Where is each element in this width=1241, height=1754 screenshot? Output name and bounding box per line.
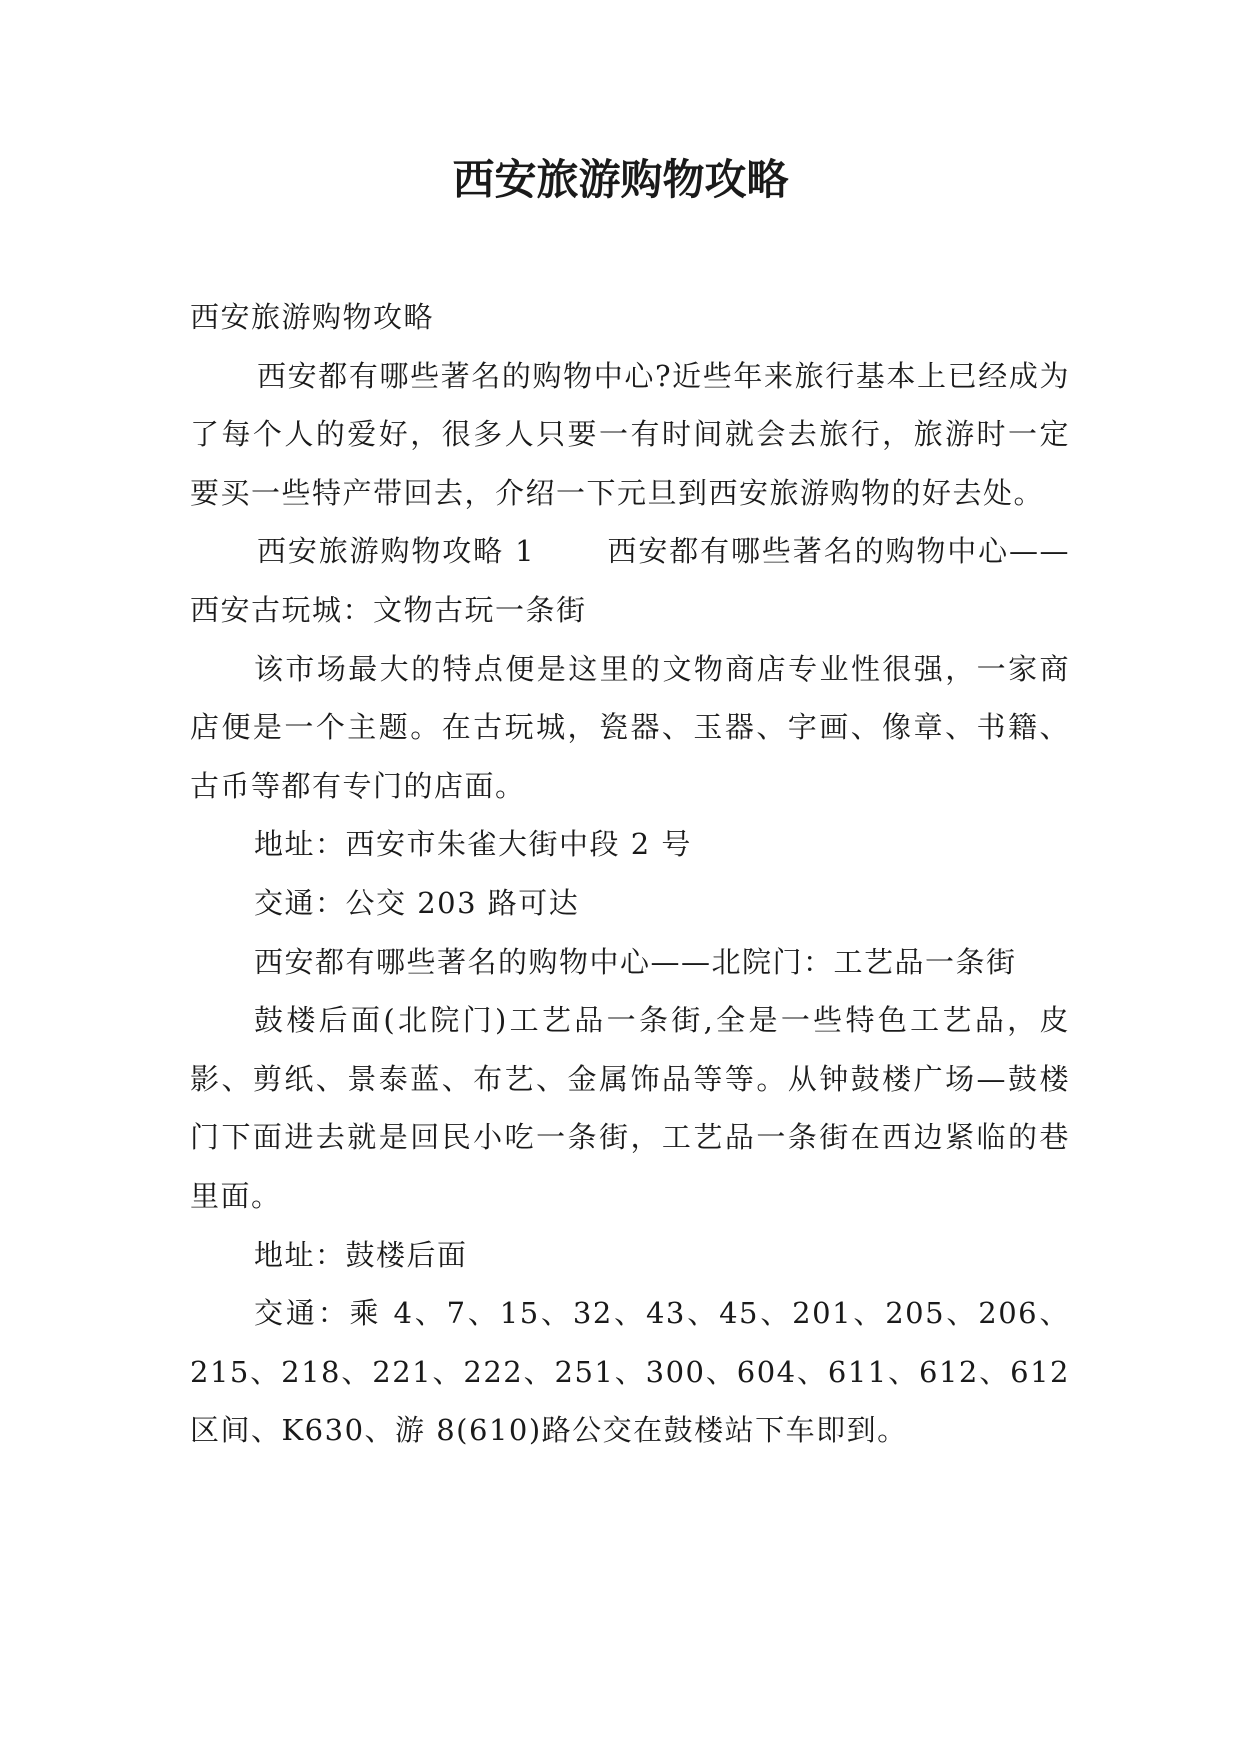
paragraph-section-1 xyxy=(190,522,1070,639)
section-1-label: 西安旅游购物攻略 1 xyxy=(257,534,536,569)
paragraph-antique-city-address: 地址：西安市朱雀大街中段 2 号 xyxy=(254,827,692,862)
paragraph-intro: 西安都有哪些著名的购物中心?近些年来旅行基本上已经成为了每个人的爱好，很多人只要一有时间就会去旅行，旅游时一定要买一些特产带回去，介绍一下元旦到西安旅游购物的好去处。 xyxy=(190,358,1070,510)
document-body xyxy=(190,288,1070,1460)
section-1-heading: 西安都有哪些著名的购物中心——西安古玩城：文物古玩一条街 xyxy=(190,534,1070,627)
paragraph-beiyuanmen-transport: 交通：乘 4、7、15、32、43、45、201、205、206、215、218、221、222、251、300、604、611、612、612 区间、K630、游 8(610)路公交在鼓楼站下车即到。 xyxy=(190,1296,1070,1448)
document-title: 西安旅游购物攻略 xyxy=(452,155,789,204)
paragraph-beiyuanmen-desc: 鼓楼后面(北院门)工艺品一条街,全是一些特色工艺品，皮影、剪纸、景泰蓝、布艺、金属饰品等等。从钟鼓楼广场—鼓楼门下面进去就是回民小吃一条街，工艺品一条街在西边紧临的巷里面。 xyxy=(190,1003,1070,1213)
paragraph-antique-city-transport: 交通：公交 203 路可达 xyxy=(254,885,580,920)
paragraph-beiyuanmen-heading: 西安都有哪些著名的购物中心——北院门：工艺品一条街 xyxy=(254,944,1017,979)
paragraph-heading: 西安旅游购物攻略 xyxy=(190,300,435,334)
paragraph-antique-city-desc: 该市场最大的特点便是这里的文物商店专业性很强，一家商店便是一个主题。在古玩城，瓷器、玉器、字画、像章、书籍、古币等都有专门的店面。 xyxy=(190,651,1070,803)
paragraph-beiyuanmen-address: 地址：鼓楼后面 xyxy=(254,1237,468,1272)
